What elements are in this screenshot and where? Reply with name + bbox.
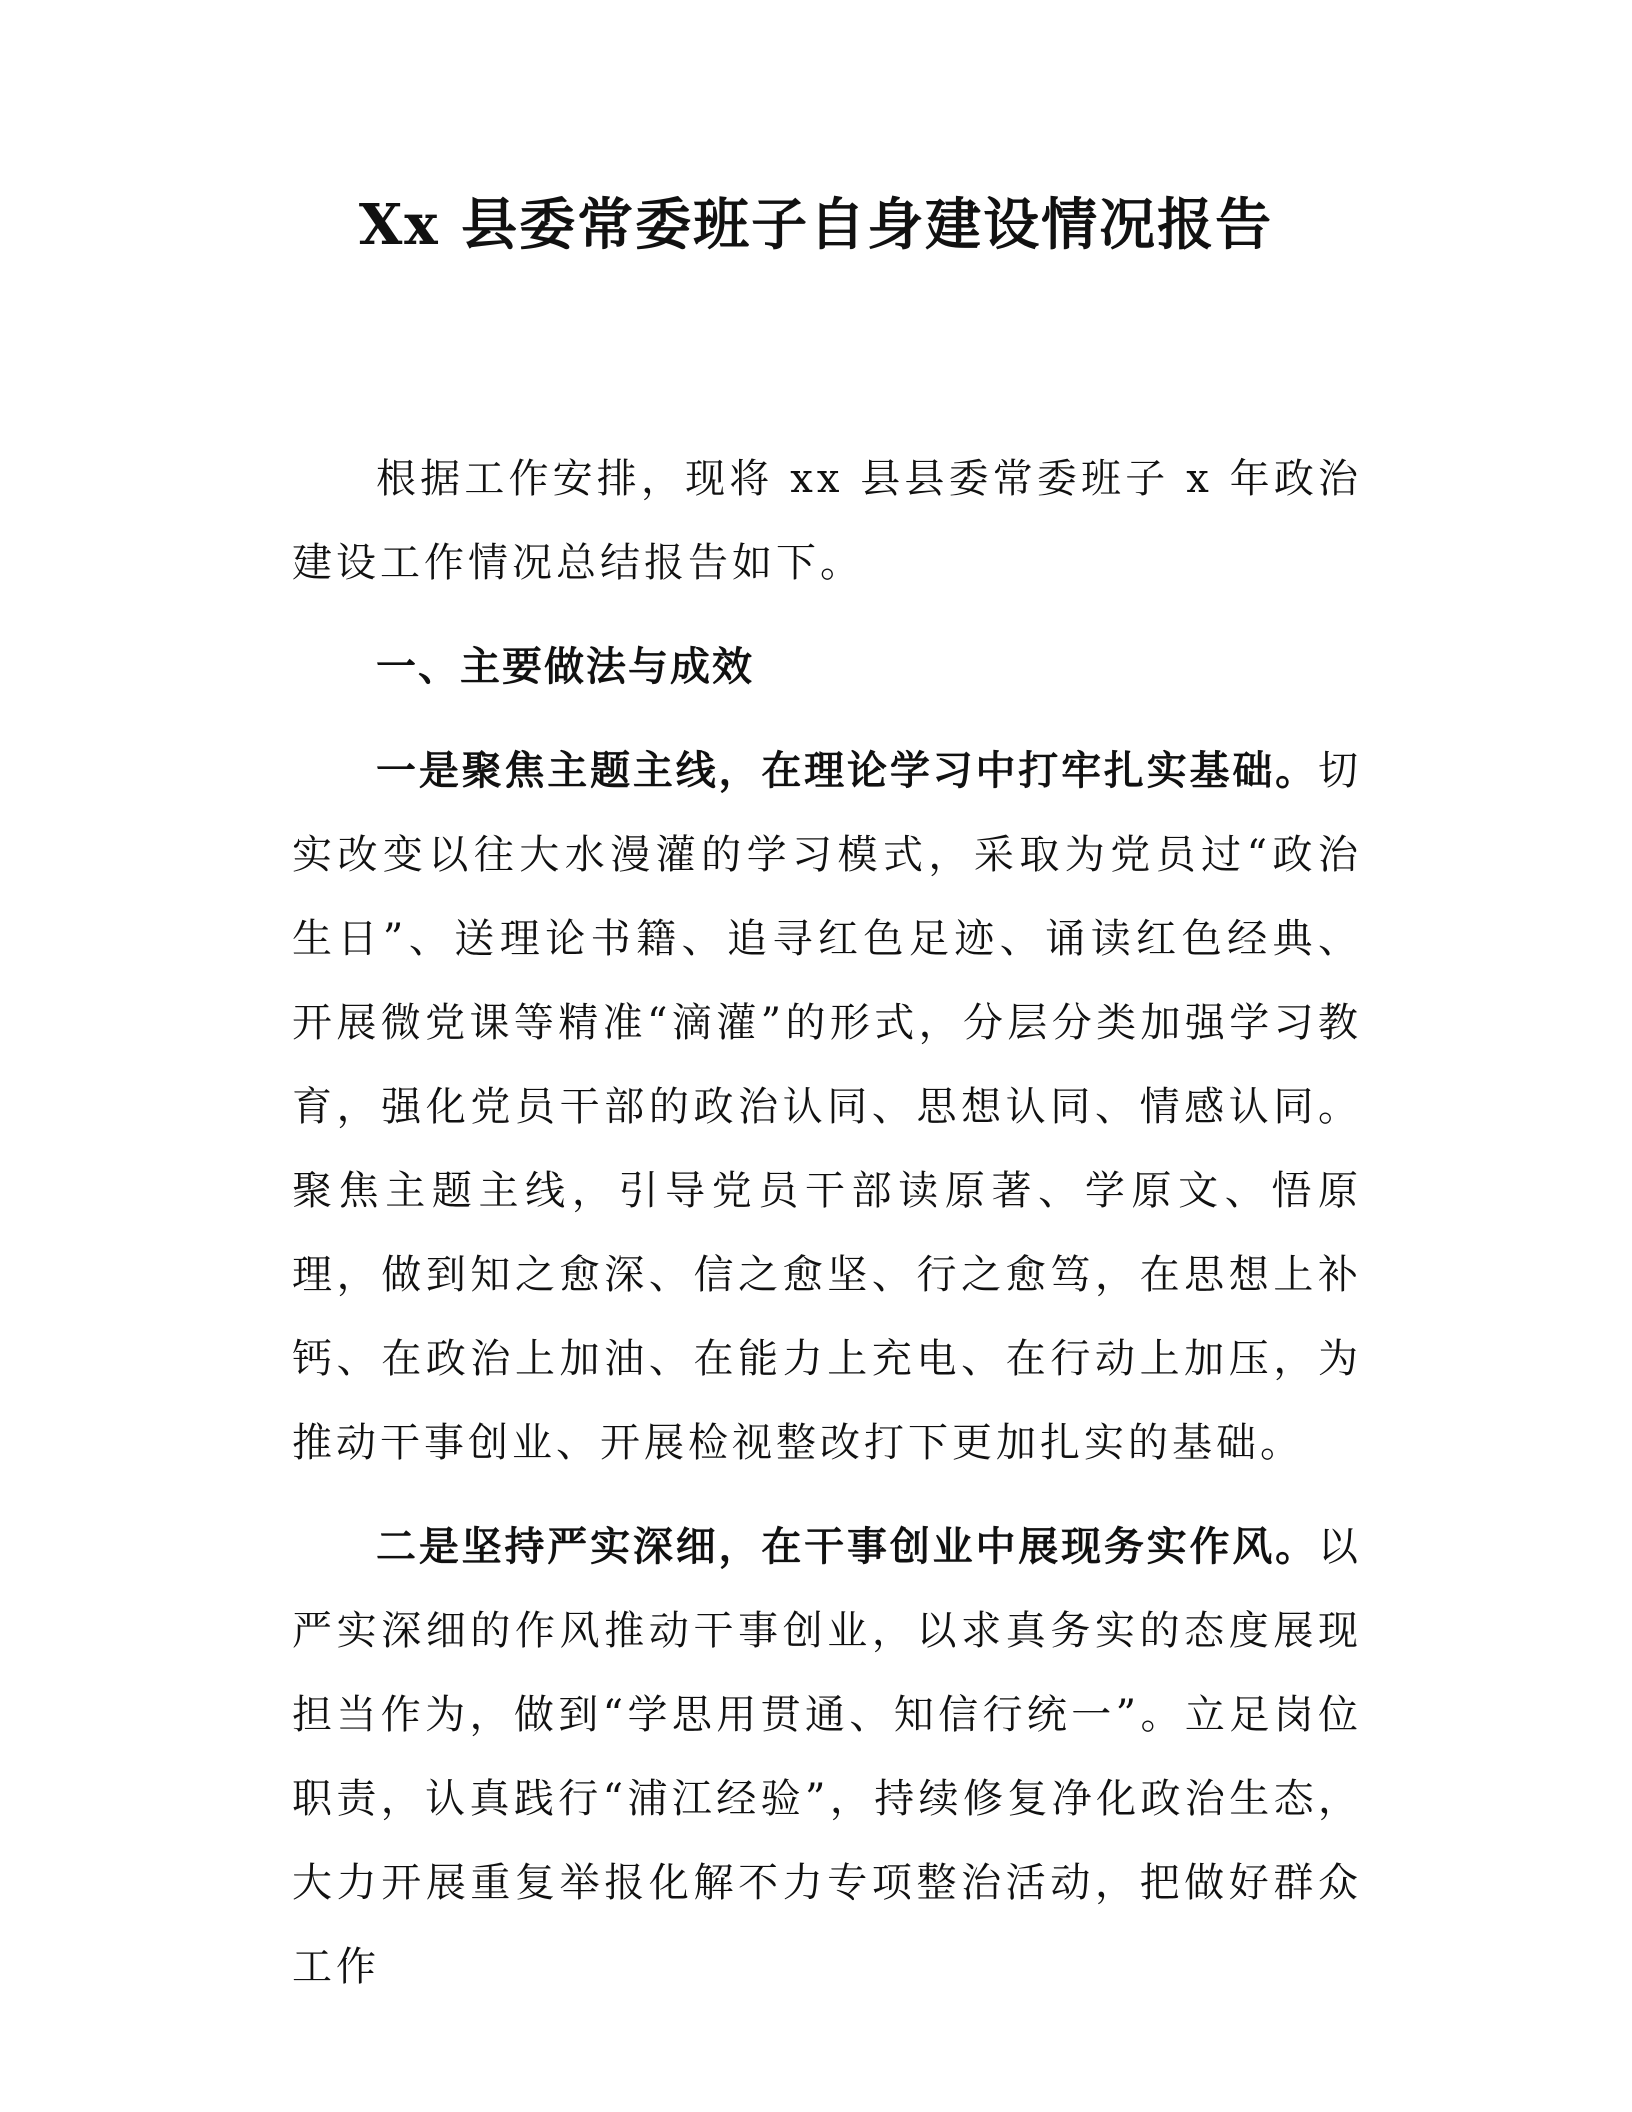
- point-1-paragraph: [292, 729, 1362, 1485]
- document-body: [292, 437, 1362, 2009]
- point-1-text: 切实改变以往大水漫灌的学习模式，采取为党员过“政治生日”、送理论书籍、追寻红色足迹、诵读红色经典、开展微党课等精准“滴灌”的形式，分层分类加强学习教育，强化党员干部的政治认同、思想认同、情感认同。聚焦主题主线，引导党员干部读原著、学原文、悟原理，做到知之愈深、信之愈坚、行之愈笃，在思想上补钙、在政治上加油、在能力上充电、在行动上加压，为推动干事创业、开展检视整改打下更加扎实的基础。: [292, 748, 1362, 1466]
- section-heading-text: 一、主要做法与成效: [376, 644, 754, 690]
- document-title: Xx 县委常委班子自身建设情况报告: [358, 192, 1274, 258]
- point-1-lead: 一是聚焦主题主线，在理论学习中打牢扎实基础。: [376, 748, 1318, 794]
- point-2-text: 以严实深细的作风推动干事创业，以求真务实的态度展现担当作为，做到“学思用贯通、知信行统一”。立足岗位职责，认真践行“浦江经验”，持续修复净化政治生态，大力开展重复举报化解不力专项整治活动，把做好群众工作: [292, 1524, 1362, 1990]
- section-heading: [292, 625, 1362, 709]
- point-2-lead: 二是坚持严实深细，在干事创业中展现务实作风。: [376, 1524, 1318, 1570]
- intro-paragraph: 根据工作安排，现将 xx 县县委常委班子 x 年政治建设工作情况总结报告如下。: [292, 456, 1362, 586]
- point-2-paragraph: [292, 1505, 1362, 2009]
